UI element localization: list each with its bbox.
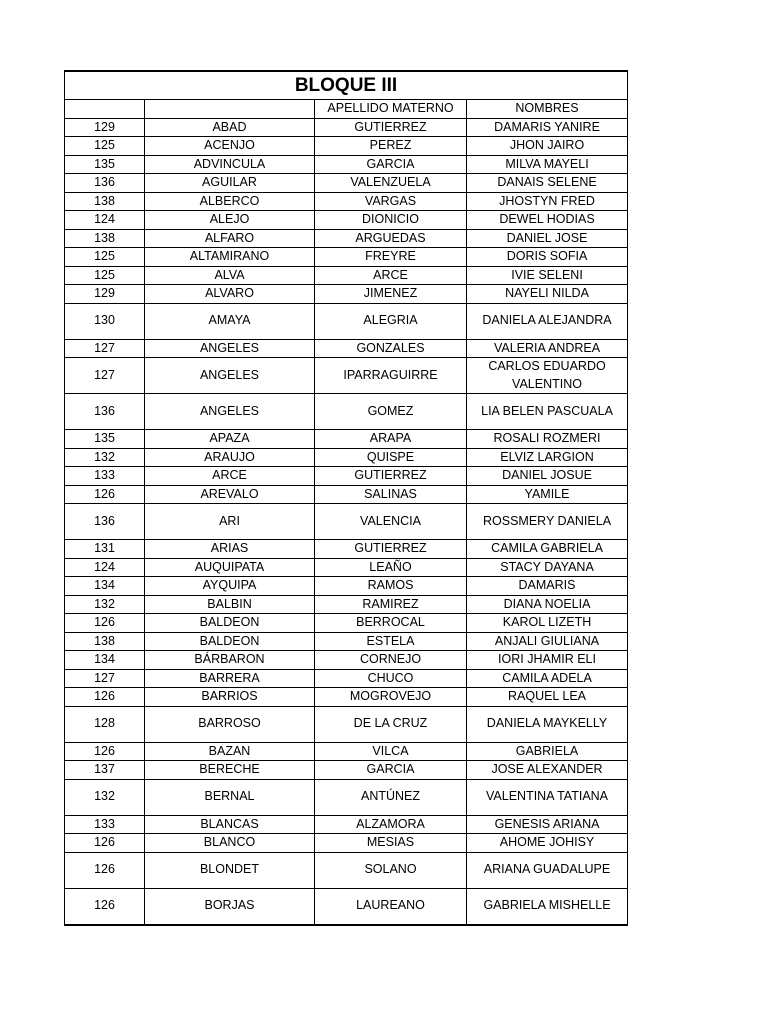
code-cell: 131 — [65, 540, 145, 559]
code-cell: 127 — [65, 339, 145, 358]
code-cell: 125 — [65, 248, 145, 267]
code-cell: 136 — [65, 504, 145, 540]
table-row — [65, 430, 628, 449]
nombres-cell: VALENTINA TATIANA — [467, 779, 628, 815]
header-cell-names: NOMBRES — [467, 100, 628, 119]
nombres-cell: CARLOS EDUARDO VALENTINO — [467, 358, 628, 394]
nombres-cell: DAMARIS YANIRE — [467, 118, 628, 137]
code-cell: 130 — [65, 303, 145, 339]
nombres-cell: DANIELA ALEJANDRA — [467, 303, 628, 339]
nombres-cell: CAMILA ADELA — [467, 669, 628, 688]
apellido-paterno-cell: BORJAS — [145, 888, 315, 925]
apellido-materno-cell: ESTELA — [315, 632, 467, 651]
apellido-materno-cell: CORNEJO — [315, 651, 467, 670]
code-cell: 132 — [65, 595, 145, 614]
apellido-materno-cell: PEREZ — [315, 137, 467, 156]
code-cell: 136 — [65, 174, 145, 193]
code-cell: 126 — [65, 852, 145, 888]
apellido-materno-cell: GUTIERREZ — [315, 540, 467, 559]
apellido-materno-cell: LAUREANO — [315, 888, 467, 925]
apellido-materno-cell: MESIAS — [315, 834, 467, 853]
nombres-cell: DANAIS SELENE — [467, 174, 628, 193]
nombres-cell: NAYELI NILDA — [467, 285, 628, 304]
apellido-paterno-cell: ALTAMIRANO — [145, 248, 315, 267]
table-row — [65, 358, 628, 394]
table-row — [65, 394, 628, 430]
table-row — [65, 248, 628, 267]
apellido-paterno-cell: ARIAS — [145, 540, 315, 559]
apellido-paterno-cell: AGUILAR — [145, 174, 315, 193]
header-cell-paternal — [145, 100, 315, 119]
code-cell: 134 — [65, 577, 145, 596]
table-row — [65, 211, 628, 230]
apellido-materno-cell: VALENCIA — [315, 504, 467, 540]
code-cell: 124 — [65, 558, 145, 577]
code-cell: 138 — [65, 229, 145, 248]
apellido-paterno-cell: ALBERCO — [145, 192, 315, 211]
apellido-materno-cell: VILCA — [315, 742, 467, 761]
code-cell: 125 — [65, 266, 145, 285]
table-row — [65, 504, 628, 540]
apellido-paterno-cell: BALBIN — [145, 595, 315, 614]
apellido-materno-cell: ANTÚNEZ — [315, 779, 467, 815]
apellido-paterno-cell: AYQUIPA — [145, 577, 315, 596]
nombres-cell: VALERIA ANDREA — [467, 339, 628, 358]
nombres-cell: ELVIZ LARGION — [467, 448, 628, 467]
apellido-materno-cell: GUTIERREZ — [315, 467, 467, 486]
code-cell: 126 — [65, 485, 145, 504]
apellido-materno-cell: RAMOS — [315, 577, 467, 596]
nombres-cell: IVIE SELENI — [467, 266, 628, 285]
apellido-materno-cell: ARCE — [315, 266, 467, 285]
nombres-cell: ANJALI GIULIANA — [467, 632, 628, 651]
apellido-paterno-cell: ARAUJO — [145, 448, 315, 467]
table-row — [65, 155, 628, 174]
table-row — [65, 595, 628, 614]
apellido-paterno-cell: BAZAN — [145, 742, 315, 761]
nombres-cell: MILVA MAYELI — [467, 155, 628, 174]
header-cell-code — [65, 100, 145, 119]
nombres-cell: DIANA NOELIA — [467, 595, 628, 614]
apellido-paterno-cell: ALFARO — [145, 229, 315, 248]
apellido-paterno-cell: BARRERA — [145, 669, 315, 688]
nombres-cell: DAMARIS — [467, 577, 628, 596]
table-row — [65, 852, 628, 888]
nombres-cell: JHON JAIRO — [467, 137, 628, 156]
apellido-paterno-cell: BÁRBARON — [145, 651, 315, 670]
apellido-materno-cell: RAMIREZ — [315, 595, 467, 614]
nombres-cell: GABRIELA MISHELLE — [467, 888, 628, 925]
table-row — [65, 888, 628, 925]
apellido-paterno-cell: BERECHE — [145, 761, 315, 780]
apellido-paterno-cell: ANGELES — [145, 394, 315, 430]
apellido-materno-cell: CHUCO — [315, 669, 467, 688]
code-cell: 132 — [65, 779, 145, 815]
nombres-cell: ARIANA GUADALUPE — [467, 852, 628, 888]
apellido-materno-cell: SOLANO — [315, 852, 467, 888]
code-cell: 133 — [65, 467, 145, 486]
apellido-paterno-cell: ALVARO — [145, 285, 315, 304]
apellido-materno-cell: ARAPA — [315, 430, 467, 449]
apellido-materno-cell: VARGAS — [315, 192, 467, 211]
apellido-paterno-cell: BLONDET — [145, 852, 315, 888]
apellido-materno-cell: MOGROVEJO — [315, 688, 467, 707]
apellido-materno-cell: DIONICIO — [315, 211, 467, 230]
header-cell-maternal: APELLIDO MATERNO — [315, 100, 467, 119]
apellido-materno-cell: FREYRE — [315, 248, 467, 267]
apellido-paterno-cell: BLANCAS — [145, 815, 315, 834]
apellido-paterno-cell: ANGELES — [145, 358, 315, 394]
code-cell: 124 — [65, 211, 145, 230]
nombres-cell: ROSALI ROZMERI — [467, 430, 628, 449]
nombres-cell: GABRIELA — [467, 742, 628, 761]
apellido-paterno-cell: BARROSO — [145, 706, 315, 742]
apellido-paterno-cell: ARI — [145, 504, 315, 540]
table-row — [65, 448, 628, 467]
apellido-paterno-cell: ALEJO — [145, 211, 315, 230]
table-row — [65, 558, 628, 577]
code-cell: 126 — [65, 742, 145, 761]
table-row — [65, 577, 628, 596]
table-row — [65, 137, 628, 156]
code-cell: 135 — [65, 155, 145, 174]
apellido-paterno-cell: ANGELES — [145, 339, 315, 358]
apellido-paterno-cell: BALDEON — [145, 614, 315, 633]
nombres-cell: DEWEL HODIAS — [467, 211, 628, 230]
apellido-materno-cell: BERROCAL — [315, 614, 467, 633]
table-row — [65, 266, 628, 285]
code-cell: 134 — [65, 651, 145, 670]
apellido-paterno-cell: BLANCO — [145, 834, 315, 853]
nombres-cell: ROSSMERY DANIELA — [467, 504, 628, 540]
table-row — [65, 815, 628, 834]
apellido-materno-cell: GARCIA — [315, 761, 467, 780]
table-row — [65, 285, 628, 304]
table-row — [65, 706, 628, 742]
apellido-paterno-cell: ABAD — [145, 118, 315, 137]
nombres-cell: LIA BELEN PASCUALA — [467, 394, 628, 430]
table-row — [65, 834, 628, 853]
apellido-paterno-cell: AMAYA — [145, 303, 315, 339]
table-row — [65, 485, 628, 504]
apellido-materno-cell: SALINAS — [315, 485, 467, 504]
nombres-cell: JHOSTYN FRED — [467, 192, 628, 211]
apellido-materno-cell: DE LA CRUZ — [315, 706, 467, 742]
apellido-paterno-cell: ACENJO — [145, 137, 315, 156]
apellido-materno-cell: GOMEZ — [315, 394, 467, 430]
apellido-materno-cell: ALZAMORA — [315, 815, 467, 834]
nombres-cell: AHOME JOHISY — [467, 834, 628, 853]
apellido-paterno-cell: AUQUIPATA — [145, 558, 315, 577]
apellido-paterno-cell: ADVINCULA — [145, 155, 315, 174]
table-row — [65, 669, 628, 688]
apellido-materno-cell: ALEGRIA — [315, 303, 467, 339]
table-row — [65, 779, 628, 815]
table-row — [65, 651, 628, 670]
header-row — [65, 100, 628, 119]
table-row — [65, 761, 628, 780]
block-title: BLOQUE III — [65, 71, 628, 100]
table-row — [65, 688, 628, 707]
code-cell: 127 — [65, 669, 145, 688]
table-row — [65, 118, 628, 137]
table-row — [65, 540, 628, 559]
nombres-cell: JOSE ALEXANDER — [467, 761, 628, 780]
apellido-paterno-cell: ALVA — [145, 266, 315, 285]
code-cell: 132 — [65, 448, 145, 467]
nombres-cell: YAMILE — [467, 485, 628, 504]
apellido-paterno-cell: BARRIOS — [145, 688, 315, 707]
code-cell: 129 — [65, 118, 145, 137]
code-cell: 133 — [65, 815, 145, 834]
nombres-cell: DORIS SOFIA — [467, 248, 628, 267]
table-row — [65, 632, 628, 651]
apellido-materno-cell: LEAÑO — [315, 558, 467, 577]
nombres-cell: STACY DAYANA — [467, 558, 628, 577]
code-cell: 138 — [65, 632, 145, 651]
apellido-materno-cell: VALENZUELA — [315, 174, 467, 193]
code-cell: 138 — [65, 192, 145, 211]
code-cell: 127 — [65, 358, 145, 394]
nombres-cell: DANIEL JOSE — [467, 229, 628, 248]
table-row — [65, 303, 628, 339]
apellido-paterno-cell: ARCE — [145, 467, 315, 486]
student-table — [64, 70, 628, 926]
table-row — [65, 174, 628, 193]
nombres-cell: RAQUEL LEA — [467, 688, 628, 707]
nombres-cell: DANIELA MAYKELLY — [467, 706, 628, 742]
apellido-materno-cell: IPARRAGUIRRE — [315, 358, 467, 394]
nombres-cell: KAROL LIZETH — [467, 614, 628, 633]
apellido-paterno-cell: BERNAL — [145, 779, 315, 815]
code-cell: 136 — [65, 394, 145, 430]
code-cell: 128 — [65, 706, 145, 742]
code-cell: 129 — [65, 285, 145, 304]
table-row — [65, 339, 628, 358]
apellido-materno-cell: JIMENEZ — [315, 285, 467, 304]
apellido-paterno-cell: APAZA — [145, 430, 315, 449]
nombres-cell: IORI JHAMIR ELI — [467, 651, 628, 670]
apellido-materno-cell: GARCIA — [315, 155, 467, 174]
table-row — [65, 192, 628, 211]
apellido-materno-cell: QUISPE — [315, 448, 467, 467]
code-cell: 126 — [65, 614, 145, 633]
apellido-paterno-cell: BALDEON — [145, 632, 315, 651]
table-row — [65, 467, 628, 486]
apellido-materno-cell: GUTIERREZ — [315, 118, 467, 137]
code-cell: 126 — [65, 688, 145, 707]
table-row — [65, 614, 628, 633]
nombres-cell: DANIEL JOSUE — [467, 467, 628, 486]
code-cell: 135 — [65, 430, 145, 449]
code-cell: 126 — [65, 834, 145, 853]
apellido-paterno-cell: AREVALO — [145, 485, 315, 504]
code-cell: 125 — [65, 137, 145, 156]
nombres-cell: GENESIS ARIANA — [467, 815, 628, 834]
apellido-materno-cell: ARGUEDAS — [315, 229, 467, 248]
code-cell: 126 — [65, 888, 145, 925]
code-cell: 137 — [65, 761, 145, 780]
nombres-cell: CAMILA GABRIELA — [467, 540, 628, 559]
table-row — [65, 742, 628, 761]
apellido-materno-cell: GONZALES — [315, 339, 467, 358]
table-row — [65, 229, 628, 248]
